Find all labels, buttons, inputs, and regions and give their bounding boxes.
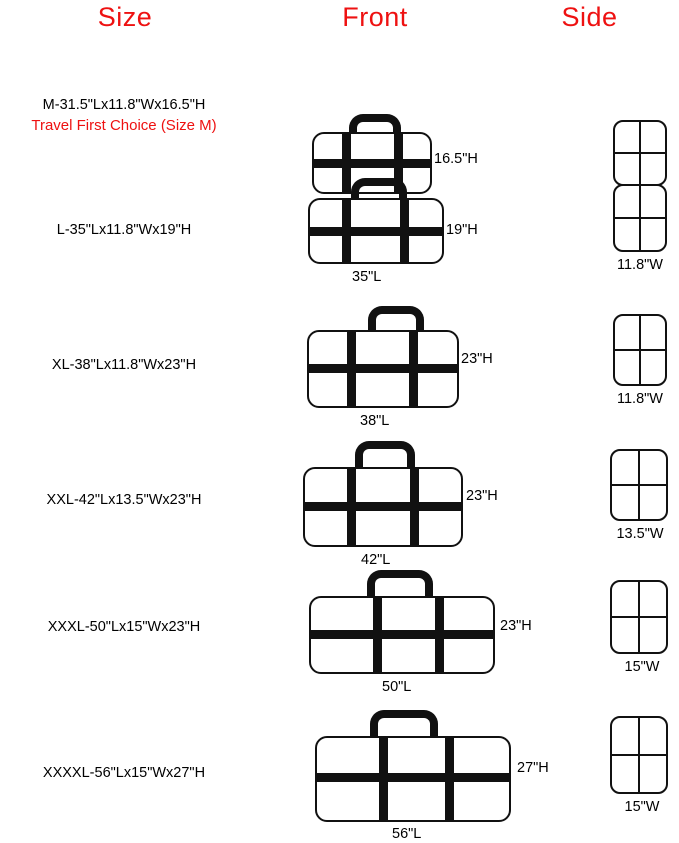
- row-label-text: XXXXL-56"Lx15"Wx27"H: [42, 765, 206, 781]
- side-divider-horizontal: [611, 754, 667, 756]
- table-row: [0, 300, 679, 429]
- front-length-label: 42"L: [361, 552, 391, 568]
- row-label-text: XXL-42"Lx13.5"Wx23"H: [46, 492, 202, 508]
- side-body: [613, 314, 667, 386]
- bag-strap-horizontal: [313, 159, 431, 168]
- side-divider-horizontal: [614, 217, 666, 219]
- row-sublabel-text: Travel First Choice (Size M): [31, 117, 217, 134]
- front-length-label: 38"L: [360, 413, 390, 429]
- side-body: [610, 580, 668, 654]
- bag-body: [309, 596, 495, 674]
- table-row: [0, 435, 679, 568]
- front-height-label: 16.5"H: [434, 151, 478, 167]
- front-height-label: 23"H: [500, 618, 532, 634]
- side-width-label: 11.8"W: [617, 391, 663, 407]
- side-divider-horizontal: [611, 616, 667, 618]
- side-divider-horizontal: [611, 484, 667, 486]
- bag-body: [308, 198, 444, 264]
- table-row: [0, 178, 679, 288]
- row-label: [0, 617, 248, 638]
- side-width-label: 13.5"W: [616, 526, 664, 542]
- side-body: [610, 449, 668, 521]
- row-label: [0, 95, 248, 136]
- bag-strap-horizontal: [308, 364, 458, 373]
- row-label-text: XXXL-50"Lx15"Wx23"H: [47, 619, 201, 635]
- row-label: [0, 355, 248, 376]
- bag-body: [315, 736, 511, 822]
- bag-strap-horizontal: [316, 773, 510, 782]
- row-label: [0, 763, 248, 784]
- side-width-label: 11.8"W: [617, 257, 663, 273]
- side-width-label: 15"W: [624, 799, 660, 815]
- bag-body: [303, 467, 463, 547]
- front-height-label: 23"H: [466, 488, 498, 504]
- side-divider-horizontal: [614, 349, 666, 351]
- table-row: [0, 700, 679, 843]
- header-side: Side: [561, 2, 618, 32]
- bag-strap-horizontal: [310, 630, 494, 639]
- row-label-text: XL-38"Lx11.8"Wx23"H: [51, 357, 197, 373]
- bag-strap-horizontal: [309, 227, 443, 236]
- row-label-text: L-35"Lx11.8"Wx19"H: [56, 222, 192, 238]
- row-label: [0, 220, 248, 241]
- front-length-label: 50"L: [382, 679, 412, 695]
- header-size: Size: [97, 2, 153, 32]
- bag-strap-horizontal: [304, 502, 462, 511]
- side-width-label: 15"W: [624, 659, 660, 675]
- front-length-label: 56"L: [392, 826, 422, 842]
- table-row: [0, 58, 679, 168]
- header-front: Front: [342, 2, 408, 32]
- row-label-text: M-31.5"Lx11.8"Wx16.5"H: [42, 97, 206, 113]
- front-height-label: 19"H: [446, 222, 478, 238]
- chart-header: [0, 0, 679, 44]
- side-body: [613, 184, 667, 252]
- row-label: [0, 490, 248, 511]
- side-body: [610, 716, 668, 794]
- front-height-label: 23"H: [461, 351, 493, 367]
- bag-body: [307, 330, 459, 408]
- side-body: [613, 120, 667, 186]
- side-divider-horizontal: [614, 152, 666, 154]
- front-height-label: 27"H: [517, 760, 549, 776]
- front-length-label: 35"L: [352, 269, 382, 285]
- table-row: [0, 560, 679, 695]
